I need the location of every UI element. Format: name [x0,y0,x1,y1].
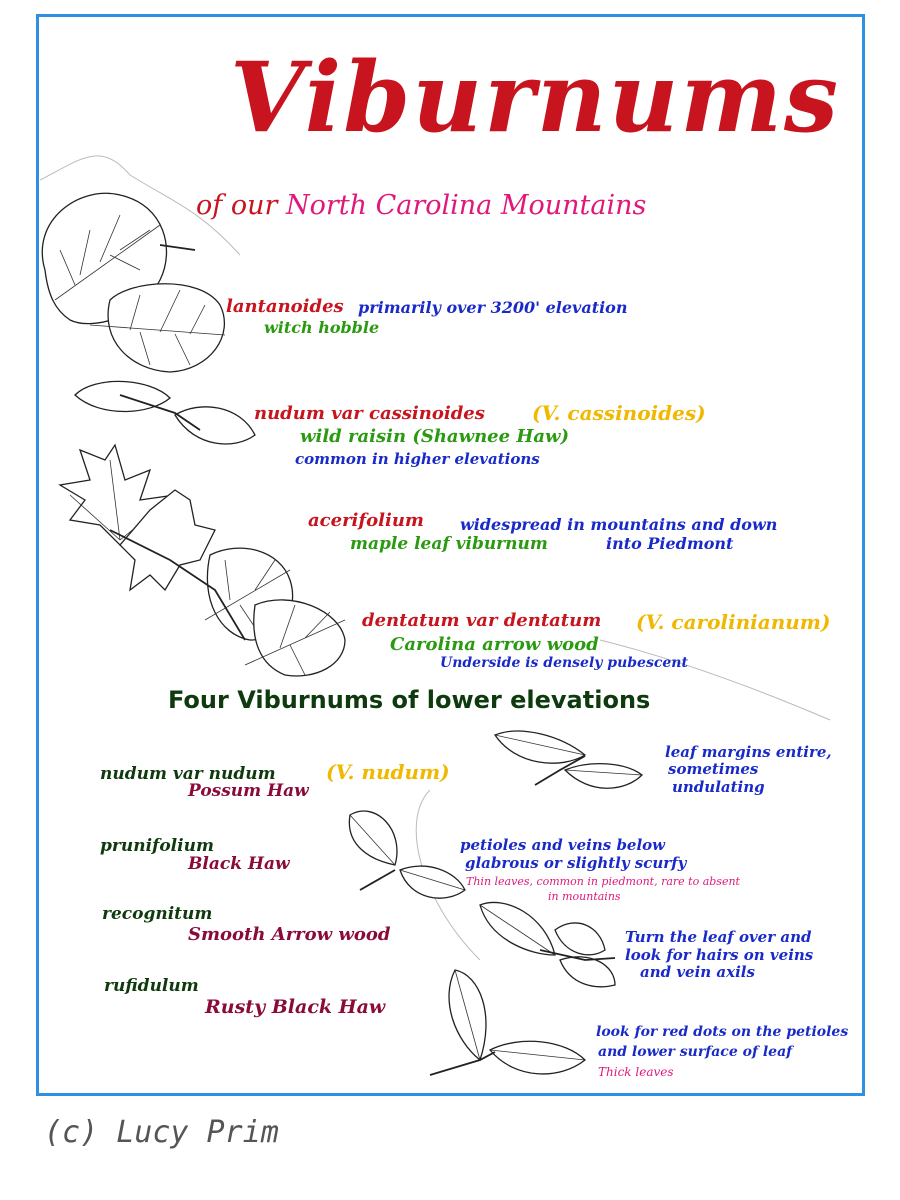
species-synonym: (V. cassinoides) [532,401,706,425]
species-note: look for red dots on the petioles [596,1024,849,1040]
possum-haw-leaf-icon [495,731,642,788]
copyright-credit: (c) Lucy Prim [44,1115,279,1150]
species-note: look for hairs on veins [625,946,814,964]
species-common-name: Possum Haw [188,781,309,801]
species-small-note: Thin leaves, common in piedmont, rare to absent [466,875,740,888]
section-heading: Four Viburnums of lower elevations [168,686,651,714]
species-note: primarily over 3200' elevation [358,298,628,317]
subtitle-prefix: of our [196,190,278,221]
species-note: and lower surface of leaf [598,1044,793,1060]
species-common-name: wild raisin (Shawnee Haw) [300,426,570,447]
species-note: Turn the leaf over and [625,928,812,946]
species-note: petioles and veins below [460,836,666,854]
species-note: into Piedmont [606,534,734,553]
species-synonym: (V. nudum) [326,760,450,784]
species-latin-name: rufidulum [104,976,199,996]
species-common-name: Smooth Arrow wood [188,924,391,945]
page-subtitle [196,192,646,219]
species-note: and vein axils [640,963,755,981]
subtitle-region: North Carolina Mountains [285,190,647,221]
species-latin-name: acerifolium [308,510,424,531]
species-note: widespread in mountains and down [460,515,778,534]
species-note: undulating [672,778,765,796]
black-haw-leaf-icon [349,811,465,898]
smooth-arrow-wood-leaf-icon [480,902,615,986]
species-common-name: Carolina arrow wood [390,634,599,655]
species-note: leaf margins entire, [665,743,832,761]
species-note: sometimes [668,760,759,778]
rusty-black-haw-leaf-icon [430,970,585,1075]
maple-leaf-icon [60,445,345,676]
species-small-note: in mountains [548,890,621,903]
species-latin-name: prunifolium [100,836,214,856]
species-common-name: Rusty Black Haw [205,996,386,1018]
species-note: common in higher elevations [295,450,540,468]
species-latin-name: recognitum [102,904,213,924]
species-common-name: witch hobble [264,318,380,337]
species-latin-name: nudum var nudum [100,764,276,784]
species-note: Underside is densely pubescent [440,655,688,671]
species-common-name: maple leaf viburnum [350,534,548,554]
species-latin-name: dentatum var dentatum [362,610,602,631]
species-latin-name: nudum var cassinoides [254,403,485,424]
species-synonym: (V. carolinianum) [636,610,831,634]
species-latin-name: lantanoides [226,296,344,317]
lantanoides-leaf-icon [42,193,255,444]
species-common-name: Black Haw [188,854,290,874]
species-small-note: Thick leaves [598,1065,674,1079]
page-title: Viburnums [230,41,840,154]
species-note: glabrous or slightly scurfy [465,854,687,872]
